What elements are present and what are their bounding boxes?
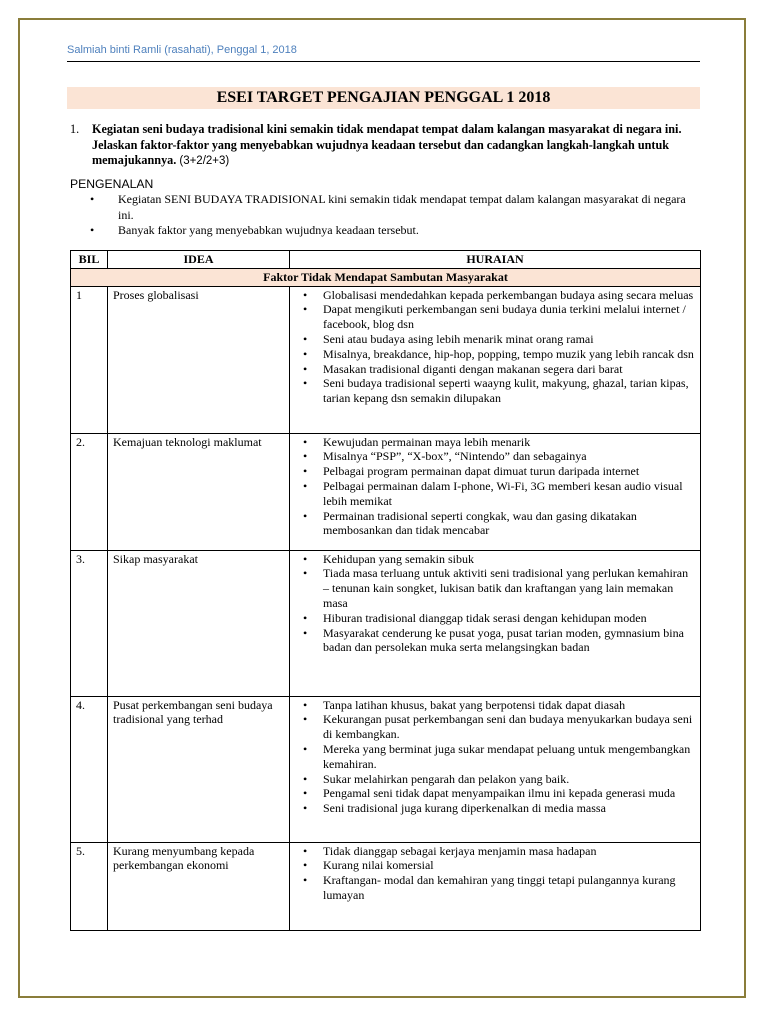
list-item: • Kewujudan permainan maya lebih menarik — [303, 434, 531, 449]
bullet-icon: • — [303, 873, 308, 888]
list-item: • Misalnya, breakdance, hip-hop, popping, tempo muzik yang lebih rancak dsn — [303, 346, 694, 361]
bullet-icon: • — [303, 786, 308, 801]
list-item: • Masakan tradisional diganti dengan makanan segera dari barat — [303, 361, 623, 376]
essay-question — [70, 122, 700, 170]
list-item: • Mereka yang berminat juga sukar mendapat peluang untuk mengembangkan kemahiran. — [303, 741, 691, 771]
row-bil: 1 — [71, 286, 108, 433]
row-idea: Kurang menyumbang kepada perkembangan ekonomi — [108, 842, 290, 930]
table-row — [71, 286, 701, 433]
list-item: • Kekurangan pusat perkembangan seni dan budaya menyukarkan budaya seni di kembangkan. — [303, 712, 693, 742]
list-item: • Pelbagai permainan dalam I-phone, Wi-Fi, 3G memberi kesan audio visual lebih memikat — [303, 478, 683, 508]
table-row — [71, 696, 701, 842]
bullet-icon: • — [303, 741, 308, 756]
intro-point: • Banyak faktor yang menyebabkan wujudnya keadaan tersebut. — [90, 223, 419, 237]
row-idea: Proses globalisasi — [108, 286, 290, 433]
row-huraian — [290, 842, 701, 930]
list-item: • Tiada masa terluang untuk aktiviti seni tradisional yang perlukan kemahiran – tenunan kain songket, lukisan batik dan kraftangan yang lain memakan masa — [303, 566, 689, 610]
bullet-icon: • — [303, 551, 308, 566]
page-header-author: Salmiah binti Ramli (rasahati), Penggal 1, 2018 — [67, 44, 297, 56]
list-item: • Kraftangan- modal dan kemahiran yang tinggi tetapi pulangannya kurang lumayan — [303, 873, 676, 902]
bullet-icon: • — [90, 192, 95, 206]
list-item: • Tidak dianggap sebagai kerjaya menjamin masa hadapan — [303, 843, 597, 858]
row-idea: Kemajuan teknologi maklumat — [108, 433, 290, 550]
list-item: • Pelbagai program permainan dapat dimuat turun daripada internet — [303, 464, 640, 479]
section-row — [71, 268, 701, 286]
bullet-icon: • — [303, 697, 308, 712]
bullet-icon: • — [303, 858, 308, 873]
list-item: • Dapat mengikuti perkembangan seni budaya dunia terkini melalui internet / facebook, blog dsn — [303, 302, 686, 332]
list-item: • Globalisasi mendedahkan kepada perkembangan budaya asing secara meluas — [303, 287, 694, 302]
bullet-icon: • — [303, 376, 308, 391]
row-bil: 2. — [71, 433, 108, 550]
row-bil: 3. — [71, 550, 108, 696]
list-item: • Permainan tradisional seperti congkak, wau dan gasing dikatakan membosankan dan tidak mencabar — [303, 508, 637, 538]
section-title: Faktor Tidak Mendapat Sambutan Masyarakat — [71, 268, 701, 286]
row-huraian — [290, 433, 701, 550]
bullet-icon: • — [303, 302, 308, 317]
table-row — [71, 842, 701, 930]
question-text: Kegiatan seni budaya tradisional kini semakin tidak mendapat tempat dalam kalangan masyarakat di negara ini. Jelaskan faktor-faktor yang menyebabkan wujudnya keadaan tersebut dan cadangkan langkah-langkah untuk memajukannya. — [92, 122, 682, 167]
bullet-icon: • — [303, 771, 308, 786]
list-item: • Masyarakat cenderung ke pusat yoga, pusat tarian moden, gymnasium bina badan dan persolekan muka serta melangsingkan badan — [303, 625, 684, 655]
list-item: • Seni atau budaya asing lebih menarik minat orang ramai — [303, 331, 594, 346]
list-item: • Seni budaya tradisional seperti waayng kulit, makyung, ghazal, tarian kipas, tarian kepang dsn semakin dilupakan — [303, 376, 689, 406]
document-title: ESEI TARGET PENGAJIAN PENGGAL 1 2018 — [67, 87, 700, 109]
row-huraian — [290, 696, 701, 842]
row-bil: 5. — [71, 842, 108, 930]
factors-table — [70, 250, 701, 931]
row-huraian — [290, 286, 701, 433]
bullet-icon: • — [303, 712, 308, 727]
bullet-icon: • — [303, 610, 308, 625]
header-bil: BIL — [71, 251, 108, 269]
header-divider — [67, 61, 700, 62]
bullet-icon: • — [303, 346, 308, 361]
intro-list — [90, 192, 700, 239]
list-item: • Kurang nilai komersial — [303, 858, 434, 873]
intro-heading: PENGENALAN — [70, 177, 154, 191]
intro-point: • Kegiatan SENI BUDAYA TRADISIONAL kini semakin tidak mendapat tempat dalam kalangan masyarakat di negara ini. — [90, 192, 686, 222]
list-item: • Hiburan tradisional dianggap tidak serasi dengan kehidupan moden — [303, 610, 647, 625]
bullet-icon: • — [303, 625, 308, 640]
row-idea: Sikap masyarakat — [108, 550, 290, 696]
bullet-icon: • — [303, 508, 308, 523]
bullet-icon: • — [303, 287, 308, 302]
header-huraian: HURAIAN — [290, 251, 701, 269]
header-idea: IDEA — [108, 251, 290, 269]
bullet-icon: • — [303, 801, 308, 816]
bullet-icon: • — [303, 478, 308, 493]
list-item: • Sukar melahirkan pengarah dan pelakon yang baik. — [303, 771, 570, 786]
bullet-icon: • — [90, 223, 95, 237]
table-row — [71, 550, 701, 696]
bullet-icon: • — [303, 566, 308, 581]
bullet-icon: • — [303, 434, 308, 449]
list-item: • Seni tradisional juga kurang diperkenalkan di media massa — [303, 801, 606, 816]
list-item: • Tanpa latihan khusus, bakat yang berpotensi tidak dapat diasah — [303, 697, 626, 712]
list-item: • Misalnya “PSP”, “X-box”, “Nintendo” dan sebagainya — [303, 449, 587, 464]
question-number: 1. — [70, 122, 80, 136]
bullet-icon: • — [303, 331, 308, 346]
bullet-icon: • — [303, 449, 308, 464]
list-item: • Pengamal seni tidak dapat menyampaikan ilmu ini kepada generasi muda — [303, 786, 676, 801]
list-item: • Kehidupan yang semakin sibuk — [303, 551, 474, 566]
row-idea: Pusat perkembangan seni budaya tradisional yang terhad — [108, 696, 290, 842]
bullet-icon: • — [303, 464, 308, 479]
question-marks: (3+2/2+3) — [179, 155, 230, 167]
row-bil: 4. — [71, 696, 108, 842]
row-huraian — [290, 550, 701, 696]
bullet-icon: • — [303, 361, 308, 376]
bullet-icon: • — [303, 843, 308, 858]
table-header-row — [71, 251, 701, 269]
table-row — [71, 433, 701, 550]
